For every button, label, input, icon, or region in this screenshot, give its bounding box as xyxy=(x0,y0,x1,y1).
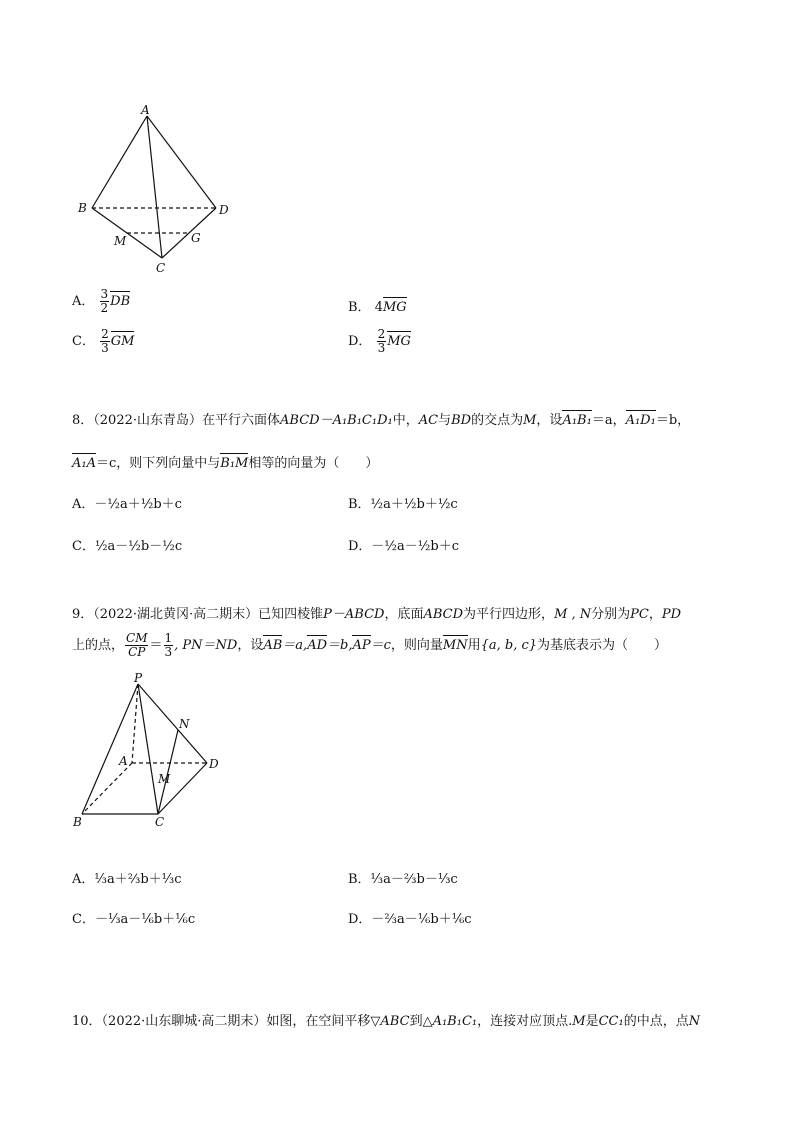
q7-option-a[interactable]: A． $\frac{3}{2}$ DB xyxy=(72,287,131,315)
q7-option-b[interactable]: B． 4MG xyxy=(348,300,407,315)
q10-stem-line1: 10．（2022·山东聊城·高二期末）如图，在空间平移▽ABC到△A₁B₁C₁，连接对应顶点.M是CC₁的中点，点N xyxy=(72,1014,701,1029)
option-letter: C． xyxy=(72,334,95,349)
label-G: G xyxy=(191,231,201,245)
q9-stem-line1: 9．（2022·湖北黄冈·高二期末）已知四棱锥P－ABCD，底面ABCD为平行四边形，M , N分别为PC，PD xyxy=(72,607,682,622)
label-C: C xyxy=(155,815,165,829)
pyramid-figure xyxy=(70,670,240,835)
label-A: A xyxy=(141,103,150,117)
label-D: D xyxy=(209,757,219,771)
q8-option-b[interactable]: B．½a＋½b＋½c xyxy=(348,497,458,512)
q9-stem-line2: 上的点， $\frac{CM}{CP}$ ＝ $\frac{1}{3}$ , PN＝ND，设AB＝a,AD＝b,AP＝c，则向量MN用{a, b, c}为基底表示为（ ） xyxy=(72,631,668,659)
vector-gm: GM xyxy=(110,334,135,349)
label-M: M xyxy=(158,772,171,786)
tetrahedron-figure xyxy=(70,100,240,275)
label-M: M xyxy=(114,234,127,248)
q9-option-a[interactable]: A．⅓a＋⅔b＋⅓c xyxy=(72,872,182,887)
q9-option-b[interactable]: B．⅓a－⅔b－⅓c xyxy=(348,872,458,887)
q8-option-d[interactable]: D．－½a－½b＋c xyxy=(348,539,459,554)
label-N: N xyxy=(179,717,190,731)
q9-option-c[interactable]: C．－⅓a－⅙b＋⅙c xyxy=(72,912,196,927)
q8-stem-line2: A₁A＝c，则下列向量中与B₁M相等的向量为（ ） xyxy=(72,456,379,471)
vector-mg: MG xyxy=(387,334,411,349)
label-B: B xyxy=(73,815,82,829)
q7-option-d[interactable]: D． $\frac{2}{3}$ MG xyxy=(348,327,411,355)
label-P: P xyxy=(134,671,143,685)
vector-mg: MG xyxy=(382,300,407,315)
label-A: A xyxy=(119,754,128,768)
option-letter: D． xyxy=(348,334,372,349)
option-letter: A． xyxy=(72,294,95,309)
q8-option-c[interactable]: C．½a－½b－½c xyxy=(72,539,183,554)
q9-option-d[interactable]: D．－⅔a－⅙b＋⅙c xyxy=(348,912,472,927)
label-B: B xyxy=(78,201,87,215)
q8-option-a[interactable]: A．－½a＋½b＋c xyxy=(72,497,182,512)
vector-db: DB xyxy=(110,294,131,309)
option-letter: B． xyxy=(348,300,371,315)
label-C: C xyxy=(156,261,166,275)
q8-stem-line1: 8．（2022·山东青岛）在平行六面体ABCD－A₁B₁C₁D₁中，AC与BD的交点为M，设A₁B₁＝a，A₁D₁＝b， xyxy=(72,413,691,428)
label-D: D xyxy=(219,203,229,217)
q7-option-c[interactable]: C． $\frac{2}{3}$ GM xyxy=(72,327,135,355)
